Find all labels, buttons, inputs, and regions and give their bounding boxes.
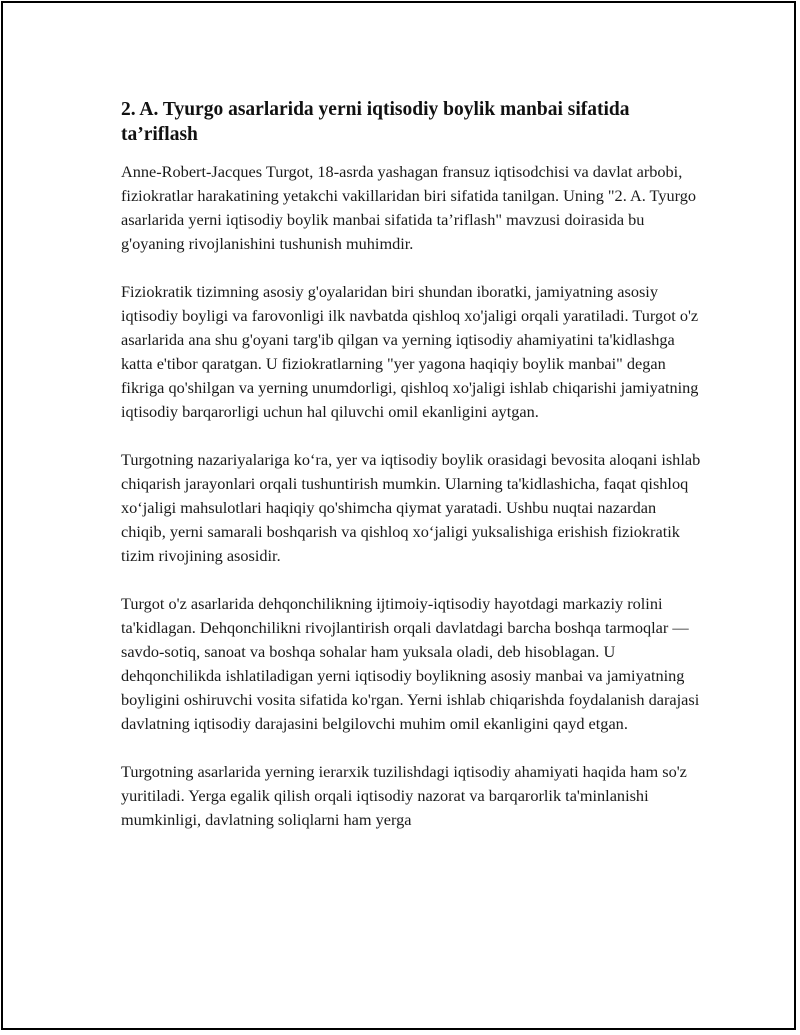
paragraph-1: Anne-Robert-Jacques Turgot, 18-asrda yashagan fransuz iqtisodchisi va davlat arbobi, fiziokratlar harakatining yetakchi vakillaridan biri sifatida tanilgan. Uning "2. A. Tyurgo asarlarida yerni iqtisodiy boylik manbai sifatida ta’riflash" mavzusi doirasida bu g'oyaning rivojlanishini tushunish muhimdir. bbox=[121, 162, 697, 253]
paragraph-5: Turgotning asarlarida yerning ierarxik tuzilishdagi iqtisodiy ahamiyati haqida ham so'z yuritiladi. Yerga egalik qilish orqali iqtisodiy nazorat va barqarorlik ta'minlanishi mumkinligi, davlatning soliqlarni ham yerga bbox=[121, 762, 687, 829]
paragraph-3: Turgotning nazariyalariga ko‘ra, yer va iqtisodiy boylik orasidagi bevosita aloqani ishlab chiqarish jarayonlari orqali tushuntirish mumkin. Ularning ta'kidlashicha, faqat qishloq xo‘jaligi mahsulotlari haqiqiy qo'shimcha qiymat yaratadi. Ushbu nuqtai nazardan chiqib, yerni samarali boshqarish va qishloq xo‘jaligi yuksalishiga erishish fiziokratik tizim rivojining asosidir. bbox=[121, 450, 701, 565]
paragraph-4: Turgot o'z asarlarida dehqonchilikning ijtimoiy-iqtisodiy hayotdagi markaziy rolini ta'kidlagan. Dehqonchilikni rivojlantirish orqali davlatdagi barcha boshqa tarmoqlar — savdo-sotiq, sanoat va boshqa sohalar ham yuksala oladi, deb hisoblagan. U dehqonchilikda ishlatiladigan yerni iqtisodiy boylikning asosiy manbai va jamiyatning boyligini oshiruvchi vosita sifatida ko'rgan. Yerni ishlab chiqarishda foydalanish darajasi davlatning iqtisodiy darajasini belgilovchi muhim omil ekanligini qayd etgan. bbox=[121, 594, 700, 733]
document-page bbox=[1, 1, 796, 1030]
paragraph-2: Fiziokratik tizimning asosiy g'oyalaridan biri shundan iboratki, jamiyatning asosiy iqtisodiy boyligi va farovonligi ilk navbatda qishloq xo'jaligi orqali yaratiladi. Turgot o'z asarlarida ana shu g'oyani targ'ib qilgan va yerning iqtisodiy ahamiyatini ta'kidlashga katta e'tibor qaratgan. U fiziokratlarning "yer yagona haqiqiy boylik manbai" degan fikriga qo'shilgan va yerning unumdorligi, qishloq xo'jaligi ishlab chiqarishi jamiyatning iqtisodiy barqarorligi uchun hal qiluvchi omil ekanligini aytgan. bbox=[121, 282, 699, 421]
section-heading: 2. A. Tyurgo asarlarida yerni iqtisodiy boylik manbai sifatida ta’riflash bbox=[121, 99, 630, 145]
document-body bbox=[121, 97, 701, 856]
